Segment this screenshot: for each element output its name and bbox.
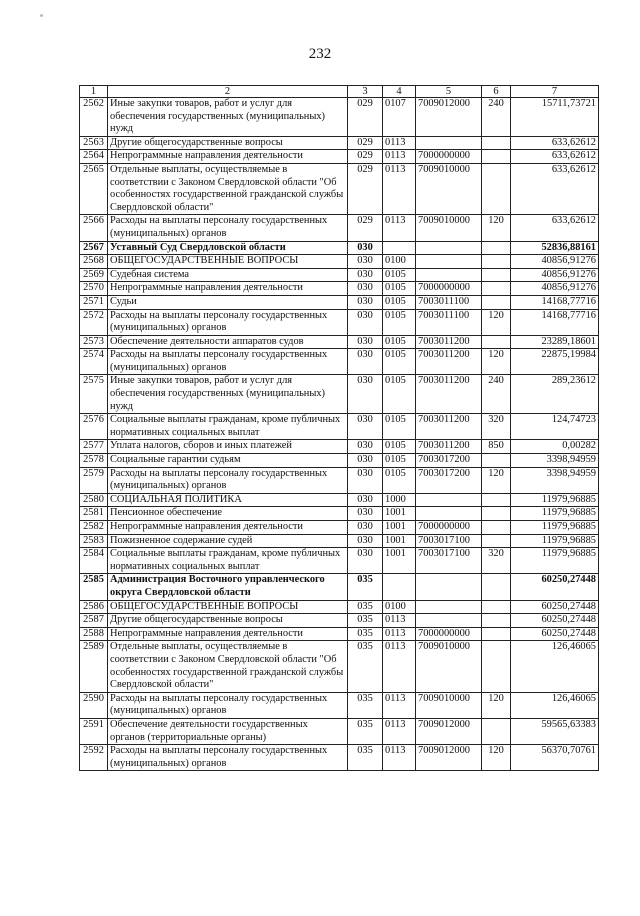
dept-code: 030 — [348, 241, 383, 255]
row-name: Другие общегосударственные вопросы — [108, 614, 348, 628]
section-code: 0113 — [383, 150, 416, 164]
section-code: 0105 — [383, 309, 416, 335]
target-code: 7003011200 — [416, 335, 482, 349]
amount: 15711,73721 — [511, 98, 599, 137]
dept-code: 030 — [348, 282, 383, 296]
target-code: 7003011200 — [416, 440, 482, 454]
amount: 40856,91276 — [511, 255, 599, 269]
section-code: 0105 — [383, 295, 416, 309]
section-code: 0113 — [383, 215, 416, 241]
table-row — [80, 440, 599, 454]
section-code: 0100 — [383, 255, 416, 269]
dept-code: 030 — [348, 467, 383, 493]
amount: 126,46065 — [511, 641, 599, 692]
dept-code: 030 — [348, 534, 383, 548]
row-name: Пожизненное содержание судей — [108, 534, 348, 548]
table-row — [80, 718, 599, 744]
dept-code: 030 — [348, 295, 383, 309]
target-code: 7003011200 — [416, 414, 482, 440]
row-name: Расходы на выплаты персоналу государственных (муниципальных) органов — [108, 745, 348, 771]
dept-code: 035 — [348, 692, 383, 718]
amount: 124,74723 — [511, 414, 599, 440]
row-number: 2580 — [80, 493, 108, 507]
target-code: 7000000000 — [416, 282, 482, 296]
row-name: Администрация Восточного управленческого округа Свердловской области — [108, 574, 348, 600]
amount: 60250,27448 — [511, 627, 599, 641]
target-code: 7000000000 — [416, 521, 482, 535]
dept-code: 035 — [348, 641, 383, 692]
table-row — [80, 548, 599, 574]
target-code: 7000000000 — [416, 150, 482, 164]
table-row — [80, 136, 599, 150]
dept-code: 035 — [348, 574, 383, 600]
row-name: Социальные гарантии судьям — [108, 454, 348, 468]
section-code: 1000 — [383, 493, 416, 507]
dept-code: 035 — [348, 600, 383, 614]
table-row — [80, 521, 599, 535]
row-number: 2577 — [80, 440, 108, 454]
amount: 52836,88161 — [511, 241, 599, 255]
row-number: 2562 — [80, 98, 108, 137]
expense-type-code — [482, 627, 511, 641]
target-code — [416, 614, 482, 628]
amount: 0,00282 — [511, 440, 599, 454]
column-header: 5 — [416, 86, 482, 98]
expense-type-code — [482, 295, 511, 309]
expense-type-code — [482, 136, 511, 150]
section-code: 0113 — [383, 692, 416, 718]
table-row — [80, 414, 599, 440]
table-row — [80, 335, 599, 349]
row-name: Социальные выплаты гражданам, кроме публичных нормативных социальных выплат — [108, 548, 348, 574]
section-code: 0100 — [383, 600, 416, 614]
dept-code: 035 — [348, 614, 383, 628]
amount: 40856,91276 — [511, 282, 599, 296]
target-code: 7003017200 — [416, 467, 482, 493]
target-code: 7003017100 — [416, 534, 482, 548]
dept-code: 030 — [348, 349, 383, 375]
column-header: 6 — [482, 86, 511, 98]
column-header: 7 — [511, 86, 599, 98]
target-code: 7003017100 — [416, 548, 482, 574]
row-number: 2587 — [80, 614, 108, 628]
expense-type-code — [482, 600, 511, 614]
row-name: Расходы на выплаты персоналу государственных (муниципальных) органов — [108, 692, 348, 718]
row-name: Непрограммные направления деятельности — [108, 521, 348, 535]
row-name: Уплата налогов, сборов и иных платежей — [108, 440, 348, 454]
expense-type-code — [482, 163, 511, 214]
expense-type-code — [482, 268, 511, 282]
expense-type-code — [482, 641, 511, 692]
section-code — [383, 574, 416, 600]
target-code: 7003017200 — [416, 454, 482, 468]
section-code: 0113 — [383, 614, 416, 628]
row-number: 2568 — [80, 255, 108, 269]
row-number: 2565 — [80, 163, 108, 214]
table-row — [80, 454, 599, 468]
row-number: 2575 — [80, 375, 108, 414]
amount: 11979,96885 — [511, 548, 599, 574]
section-code: 0105 — [383, 282, 416, 296]
section-code: 1001 — [383, 548, 416, 574]
row-name: Судебная система — [108, 268, 348, 282]
table-header-row — [80, 86, 599, 98]
row-name: Непрограммные направления деятельности — [108, 150, 348, 164]
row-number: 2578 — [80, 454, 108, 468]
row-number: 2572 — [80, 309, 108, 335]
dept-code: 030 — [348, 335, 383, 349]
row-number: 2566 — [80, 215, 108, 241]
expense-type-code — [482, 493, 511, 507]
section-code: 0105 — [383, 335, 416, 349]
table-row — [80, 574, 599, 600]
column-header: 3 — [348, 86, 383, 98]
table-row — [80, 282, 599, 296]
row-number: 2592 — [80, 745, 108, 771]
amount: 126,46065 — [511, 692, 599, 718]
row-name: СОЦИАЛЬНАЯ ПОЛИТИКА — [108, 493, 348, 507]
target-code — [416, 268, 482, 282]
row-number: 2571 — [80, 295, 108, 309]
amount: 633,62612 — [511, 163, 599, 214]
row-number: 2573 — [80, 335, 108, 349]
section-code: 0105 — [383, 454, 416, 468]
target-code — [416, 600, 482, 614]
amount: 59565,63383 — [511, 718, 599, 744]
table-row — [80, 241, 599, 255]
expense-type-code — [482, 507, 511, 521]
row-number: 2574 — [80, 349, 108, 375]
target-code — [416, 255, 482, 269]
amount: 633,62612 — [511, 215, 599, 241]
table-row — [80, 349, 599, 375]
amount: 40856,91276 — [511, 268, 599, 282]
amount: 633,62612 — [511, 136, 599, 150]
section-code: 1001 — [383, 521, 416, 535]
row-name: Непрограммные направления деятельности — [108, 627, 348, 641]
column-header: 4 — [383, 86, 416, 98]
target-code — [416, 574, 482, 600]
target-code — [416, 136, 482, 150]
dept-code: 029 — [348, 150, 383, 164]
section-code: 0113 — [383, 163, 416, 214]
dept-code: 029 — [348, 98, 383, 137]
row-number: 2564 — [80, 150, 108, 164]
row-name: Иные закупки товаров, работ и услуг для обеспечения государственных (муниципальных) нужд — [108, 98, 348, 137]
section-code — [383, 241, 416, 255]
amount: 11979,96885 — [511, 521, 599, 535]
dept-code: 035 — [348, 745, 383, 771]
table-row — [80, 534, 599, 548]
row-number: 2569 — [80, 268, 108, 282]
table-row — [80, 375, 599, 414]
section-code: 0105 — [383, 349, 416, 375]
table-row — [80, 98, 599, 137]
dept-code: 030 — [348, 507, 383, 521]
section-code: 0105 — [383, 414, 416, 440]
target-code: 7003011100 — [416, 309, 482, 335]
expense-type-code — [482, 614, 511, 628]
expense-type-code — [482, 718, 511, 744]
row-number: 2584 — [80, 548, 108, 574]
expense-type-code: 120 — [482, 349, 511, 375]
table-row — [80, 600, 599, 614]
expense-type-code — [482, 150, 511, 164]
table-row — [80, 507, 599, 521]
target-code: 7009010000 — [416, 163, 482, 214]
dept-code: 030 — [348, 440, 383, 454]
table-row — [80, 745, 599, 771]
section-code: 0113 — [383, 136, 416, 150]
section-code: 0105 — [383, 268, 416, 282]
expense-type-code: 320 — [482, 414, 511, 440]
expense-type-code — [482, 521, 511, 535]
row-name: Иные закупки товаров, работ и услуг для обеспечения государственных (муниципальных) нужд — [108, 375, 348, 414]
target-code: 7009010000 — [416, 215, 482, 241]
section-code: 0113 — [383, 627, 416, 641]
dept-code: 030 — [348, 375, 383, 414]
dept-code: 035 — [348, 627, 383, 641]
row-number: 2585 — [80, 574, 108, 600]
budget-table — [79, 85, 599, 771]
amount: 11979,96885 — [511, 507, 599, 521]
dept-code: 035 — [348, 718, 383, 744]
section-code: 0105 — [383, 467, 416, 493]
amount: 60250,27448 — [511, 614, 599, 628]
row-number: 2567 — [80, 241, 108, 255]
row-name: Пенсионное обеспечение — [108, 507, 348, 521]
amount: 11979,96885 — [511, 534, 599, 548]
amount: 3398,94959 — [511, 467, 599, 493]
row-name: Другие общегосударственные вопросы — [108, 136, 348, 150]
row-name: Социальные выплаты гражданам, кроме публичных нормативных социальных выплат — [108, 414, 348, 440]
dept-code: 030 — [348, 255, 383, 269]
row-name: Уставный Суд Свердловской области — [108, 241, 348, 255]
dept-code: 030 — [348, 268, 383, 282]
row-name: Непрограммные направления деятельности — [108, 282, 348, 296]
amount: 56370,70761 — [511, 745, 599, 771]
dept-code: 030 — [348, 309, 383, 335]
expense-type-code: 120 — [482, 745, 511, 771]
column-header: 2 — [108, 86, 348, 98]
row-name: Расходы на выплаты персоналу государственных (муниципальных) органов — [108, 215, 348, 241]
row-name: ОБЩЕГОСУДАРСТВЕННЫЕ ВОПРОСЫ — [108, 600, 348, 614]
dept-code: 030 — [348, 414, 383, 440]
table-row — [80, 295, 599, 309]
expense-type-code — [482, 454, 511, 468]
row-number: 2570 — [80, 282, 108, 296]
expense-type-code — [482, 282, 511, 296]
table-row — [80, 614, 599, 628]
section-code: 0107 — [383, 98, 416, 137]
target-code: 7009012000 — [416, 98, 482, 137]
expense-type-code: 120 — [482, 309, 511, 335]
page-number: 232 — [308, 46, 332, 62]
row-number: 2576 — [80, 414, 108, 440]
dept-code: 029 — [348, 163, 383, 214]
row-name: Расходы на выплаты персоналу государственных (муниципальных) органов — [108, 349, 348, 375]
amount: 633,62612 — [511, 150, 599, 164]
dept-code: 030 — [348, 493, 383, 507]
section-code: 0105 — [383, 440, 416, 454]
target-code: 7009010000 — [416, 692, 482, 718]
row-name: Расходы на выплаты персоналу государственных (муниципальных) органов — [108, 309, 348, 335]
section-code: 0105 — [383, 375, 416, 414]
scan-speck — [40, 14, 43, 17]
dept-code: 029 — [348, 136, 383, 150]
table-row — [80, 163, 599, 214]
column-header: 1 — [80, 86, 108, 98]
table-row — [80, 692, 599, 718]
section-code: 0113 — [383, 745, 416, 771]
expense-type-code: 120 — [482, 215, 511, 241]
expense-type-code: 320 — [482, 548, 511, 574]
expense-type-code — [482, 534, 511, 548]
expense-type-code — [482, 241, 511, 255]
dept-code: 030 — [348, 454, 383, 468]
table-row — [80, 467, 599, 493]
row-number: 2582 — [80, 521, 108, 535]
row-name: Судьи — [108, 295, 348, 309]
table-row — [80, 627, 599, 641]
amount: 60250,27448 — [511, 600, 599, 614]
amount: 11979,96885 — [511, 493, 599, 507]
dept-code: 030 — [348, 548, 383, 574]
dept-code: 030 — [348, 521, 383, 535]
amount: 3398,94959 — [511, 454, 599, 468]
target-code: 7003011200 — [416, 349, 482, 375]
row-number: 2589 — [80, 641, 108, 692]
table-row — [80, 493, 599, 507]
target-code: 7000000000 — [416, 627, 482, 641]
row-number: 2591 — [80, 718, 108, 744]
expense-type-code: 240 — [482, 98, 511, 137]
expense-type-code: 120 — [482, 467, 511, 493]
amount: 22875,19984 — [511, 349, 599, 375]
expense-type-code: 120 — [482, 692, 511, 718]
table-row — [80, 150, 599, 164]
row-name: Обеспечение деятельности аппаратов судов — [108, 335, 348, 349]
section-code: 1001 — [383, 507, 416, 521]
expense-type-code — [482, 574, 511, 600]
amount: 60250,27448 — [511, 574, 599, 600]
expense-type-code — [482, 255, 511, 269]
table-row — [80, 255, 599, 269]
target-code: 7003011100 — [416, 295, 482, 309]
target-code — [416, 493, 482, 507]
target-code: 7009012000 — [416, 745, 482, 771]
row-number: 2590 — [80, 692, 108, 718]
section-code: 1001 — [383, 534, 416, 548]
row-number: 2563 — [80, 136, 108, 150]
row-number: 2586 — [80, 600, 108, 614]
row-number: 2588 — [80, 627, 108, 641]
row-name: Отдельные выплаты, осуществляемые в соответствии с Законом Свердловской области "Об особенностях государственной гражданской службы Свердловской области" — [108, 163, 348, 214]
target-code: 7003011200 — [416, 375, 482, 414]
dept-code: 029 — [348, 215, 383, 241]
target-code — [416, 507, 482, 521]
row-number: 2583 — [80, 534, 108, 548]
row-name: Расходы на выплаты персоналу государственных (муниципальных) органов — [108, 467, 348, 493]
table-row — [80, 268, 599, 282]
target-code: 7009010000 — [416, 641, 482, 692]
table-row — [80, 215, 599, 241]
amount: 289,23612 — [511, 375, 599, 414]
target-code — [416, 241, 482, 255]
expense-type-code: 240 — [482, 375, 511, 414]
target-code: 7009012000 — [416, 718, 482, 744]
table-row — [80, 309, 599, 335]
amount: 14168,77716 — [511, 295, 599, 309]
amount: 14168,77716 — [511, 309, 599, 335]
expense-type-code: 850 — [482, 440, 511, 454]
table-row — [80, 641, 599, 692]
expense-type-code — [482, 335, 511, 349]
row-name: ОБЩЕГОСУДАРСТВЕННЫЕ ВОПРОСЫ — [108, 255, 348, 269]
row-number: 2581 — [80, 507, 108, 521]
row-name: Обеспечение деятельности государственных органов (территориальные органы) — [108, 718, 348, 744]
amount: 23289,18601 — [511, 335, 599, 349]
section-code: 0113 — [383, 718, 416, 744]
section-code: 0113 — [383, 641, 416, 692]
row-number: 2579 — [80, 467, 108, 493]
row-name: Отдельные выплаты, осуществляемые в соответствии с Законом Свердловской области "Об особенностях государственной гражданской службы Свердловской области" — [108, 641, 348, 692]
